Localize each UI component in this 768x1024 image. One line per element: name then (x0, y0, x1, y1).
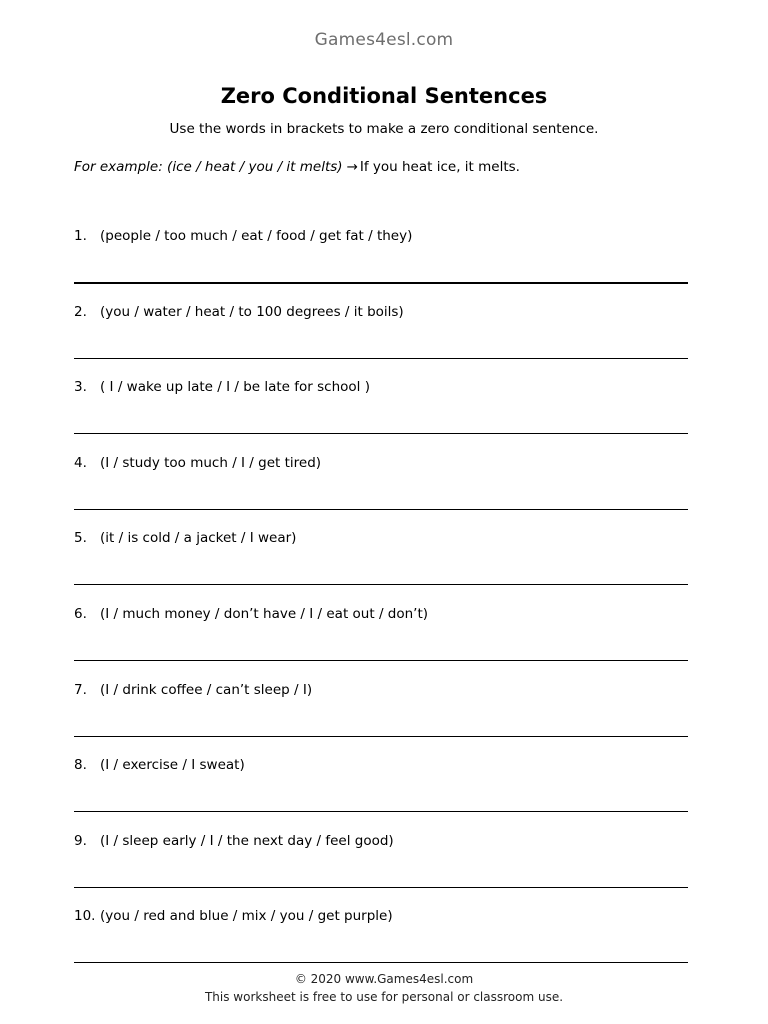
question-number: 9. (74, 832, 87, 849)
question-prompt: ( I / wake up late / I / be late for school ) (100, 379, 370, 396)
question-item (74, 228, 412, 244)
answer-line[interactable] (74, 811, 688, 812)
arrow-icon: → (346, 159, 358, 175)
page-title: Zero Conditional Sentences (220, 84, 548, 108)
question-prompt: (you / red and blue / mix / you / get purple) (100, 908, 393, 925)
question-number: 5. (74, 530, 87, 547)
answer-line[interactable] (74, 584, 688, 585)
question-prompt: (people / too much / eat / food / get fat / they) (100, 228, 413, 244)
answer-line[interactable] (74, 962, 688, 963)
question-item (74, 908, 393, 924)
question-prompt: (I / exercise / I sweat) (100, 757, 245, 774)
example-answer: If you heat ice, it melts. (359, 159, 520, 175)
answer-line[interactable] (74, 736, 688, 737)
question-prompt: (you / water / heat / to 100 degrees / it boils) (100, 303, 404, 320)
question-prompt: (I / much money / don’t have / I / eat out / don’t) (100, 606, 429, 622)
question-number: 6. (74, 606, 87, 622)
answer-line[interactable] (74, 887, 688, 888)
question-prompt: (I / drink coffee / can’t sleep / I) (100, 681, 313, 698)
question-prompt: (it / is cold / a jacket / I wear) (100, 530, 297, 547)
site-header: Games4esl.com (314, 30, 454, 50)
question-number: 8. (74, 757, 87, 774)
question-item (74, 455, 321, 471)
question-item (74, 757, 245, 773)
example-prompt: For example: (ice / heat / you / it melts) (74, 159, 343, 175)
answer-line[interactable] (74, 433, 688, 434)
question-item (74, 379, 370, 395)
question-prompt: (I / study too much / I / get tired) (100, 454, 322, 471)
question-item (74, 833, 394, 849)
question-number: 1. (74, 228, 87, 244)
footer-copyright: © 2020 www.Games4esl.com (294, 972, 474, 986)
question-number: 4. (74, 454, 87, 471)
question-item (74, 682, 312, 698)
question-item (74, 304, 404, 320)
instructions: Use the words in brackets to make a zero conditional sentence. (169, 121, 599, 137)
question-item (74, 606, 428, 622)
question-number: 2. (74, 303, 87, 320)
question-item (74, 530, 296, 546)
answer-line[interactable] (74, 660, 688, 661)
question-number: 3. (74, 379, 87, 396)
question-number: 7. (74, 681, 87, 698)
footer-note: This worksheet is free to use for personal or classroom use. (204, 990, 564, 1004)
example (74, 159, 520, 175)
answer-line[interactable] (74, 282, 688, 284)
question-prompt: (I / sleep early / I / the next day / feel good) (100, 832, 394, 849)
answer-line[interactable] (74, 358, 688, 359)
answer-line[interactable] (74, 509, 688, 510)
question-number: 10. (74, 908, 96, 925)
